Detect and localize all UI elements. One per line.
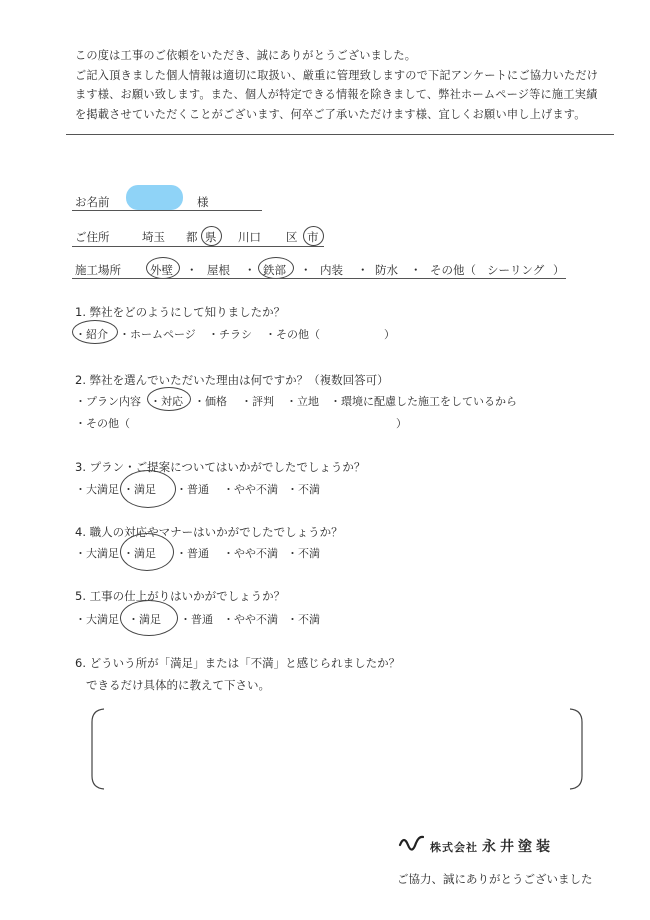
company-prefix: 株式会社 [430,841,478,854]
q1-option: ・ホームページ [119,328,196,341]
q2-question: 2. 弊社を選んでいただいた理由は何ですか？（複数回答可） [75,373,389,387]
q2-option: ・立地 [286,395,319,408]
address-shi: 市 [307,230,319,244]
address-ku: 区 [286,230,298,244]
site-option: 屋根 [207,263,230,277]
q5-option: ・満足 [128,613,161,626]
site-separator: ・ [244,263,256,277]
site-other-close: ） [553,263,565,277]
name-redaction [126,185,183,210]
intro-line: ます様、お願い致します。また、個人が特定できる情報を除きまして、弊社ホームページ等に施工実績 [75,88,598,101]
selection-circle [147,387,191,411]
address-to: 都 [186,230,198,244]
company-name: 永井塗装 [482,839,554,855]
address-label: ご住所 [75,230,110,244]
site-option: 内装 [320,263,343,277]
q5-option: ・大満足 [75,613,119,626]
q5-option: ・普通 [180,613,213,626]
address-city: 川口 [238,230,261,244]
site-option: 防水 [375,263,398,277]
site-option: その他（ [430,263,476,277]
site-separator: ・ [186,263,198,277]
name-suffix: 様 [197,195,209,209]
q3-option: ・普通 [176,483,209,496]
q5-question: 5. 工事の仕上がりはいかがでしょうか？ [75,589,286,603]
comment-box-right-bracket [570,709,582,789]
q5-option: ・不満 [287,613,320,626]
q1-option: ・その他（ [265,328,320,341]
selection-circle [72,320,118,344]
q6-question: 6. どういう所が「満足」または「不満」と感じられましたか？ [75,656,401,670]
selection-circle [303,226,324,246]
site-separator: ・ [300,263,312,277]
q4-option: ・やや不満 [223,547,278,560]
intro-line: ご記入頂きました個人情報は適切に取扱い、厳重に管理致しますので下記アンケートにご協力いただけ [75,68,599,82]
selection-circle [120,533,174,571]
address-prefecture: 埼玉 [142,230,165,244]
comment-box-left-bracket [92,709,104,789]
site-underline [72,278,566,279]
q1-option: ・紹介 [75,328,108,341]
intro-text [75,46,598,124]
q2-option: ・対応 [150,395,183,408]
q1-option-close: ） [384,328,395,341]
q4-option: ・普通 [176,547,209,560]
q3-option: ・満足 [123,483,156,496]
company-logo-icon [398,833,424,855]
q3-option: ・不満 [287,483,320,496]
selection-circle [146,257,180,279]
q4-option: ・不満 [287,547,320,560]
q2-option-other-close: ） [396,417,407,430]
q3-option: ・大満足 [75,483,119,496]
name-underline [72,210,262,211]
q2-option: ・環境に配慮した施工をしているから [330,395,517,408]
selection-circle [201,226,222,246]
q2-option: ・プラン内容 [75,395,141,408]
q1-question: 1. 弊社をどのようにして知りましたか？ [75,305,286,319]
selection-circle [120,600,178,636]
selection-circle [258,257,294,279]
name-label: お名前 [75,195,110,209]
q4-question: 4. 職人の対応やマナーはいかがでしたでしょうか？ [75,525,343,539]
selection-circle [120,470,176,508]
address-underline [72,246,324,247]
site-other-value: シーリング [487,263,545,277]
q2-option: ・価格 [194,395,227,408]
site-separator: ・ [410,263,422,277]
q3-question: 3. プラン・ご提案についてはいかがでしたでしょうか？ [75,460,366,474]
q4-option: ・大満足 [75,547,119,560]
site-option: 鉄部 [263,263,286,277]
q4-option: ・満足 [123,547,156,560]
site-separator: ・ [357,263,369,277]
comment-box [90,708,584,790]
q2-option-other: ・その他（ [75,417,130,430]
q2-option: ・評判 [241,395,274,408]
thanks-text: ご協力、誠にありがとうございました [397,872,593,886]
q5-option: ・やや不満 [223,613,278,626]
q6-subtext: できるだけ具体的に教えて下さい。 [86,678,270,692]
intro-line: この度は工事のご依頼をいただき、誠にありがとうございました。 [75,49,417,62]
divider [66,134,614,135]
address-ken: 県 [205,230,217,244]
site-label: 施工場所 [75,263,121,277]
q3-option: ・やや不満 [223,483,278,496]
intro-line: を掲載させていただくことがございます、何卒ご了承いただけます様、宜しくお願い申し上げます。 [75,107,586,121]
site-option: 外壁 [150,263,173,277]
q1-option: ・チラシ [208,328,252,341]
